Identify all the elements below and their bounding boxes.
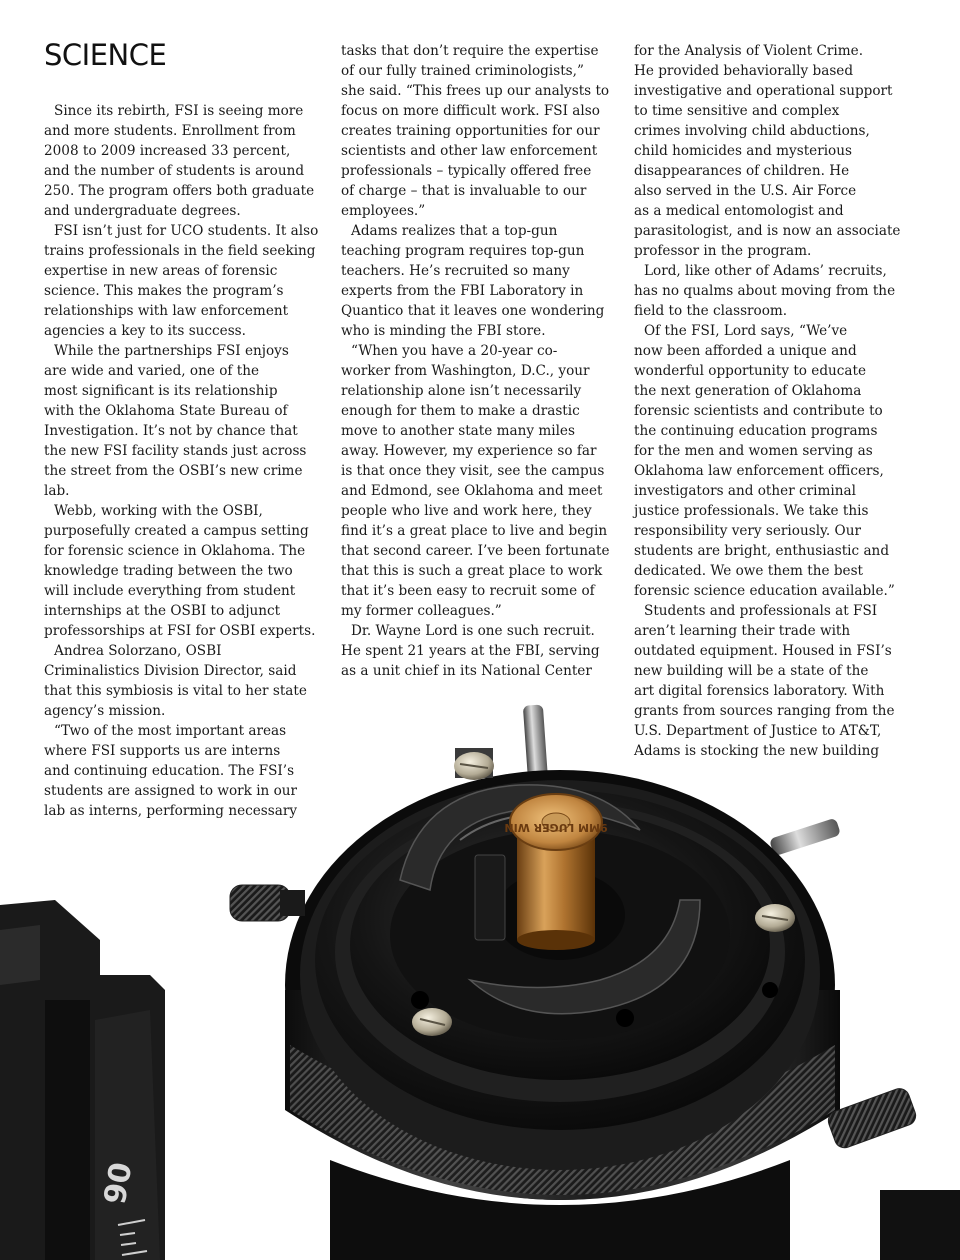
text-line: teaching program requires top-gun bbox=[341, 243, 585, 259]
text-line: for forensic science in Oklahoma. The bbox=[44, 543, 306, 559]
text-line: While the partnerships FSI enjoys bbox=[54, 343, 289, 359]
text-line: students are assigned to work in our bbox=[44, 783, 298, 799]
text-line: creates training opportunities for our bbox=[341, 123, 600, 139]
text-line: most significant is its relationship bbox=[44, 383, 278, 399]
text-line: 2008 to 2009 increased 33 percent, bbox=[44, 143, 291, 159]
cartridge-headstamp: 9MM LUGER WIN bbox=[504, 821, 608, 834]
text-line: Quantico that it leaves one wondering bbox=[341, 303, 605, 319]
article-paragraph bbox=[634, 321, 899, 601]
text-line: field to the classroom. bbox=[634, 303, 788, 319]
text-line: Of the FSI, Lord says, “We’ve bbox=[644, 323, 848, 339]
clamp-screw-bottom bbox=[412, 1008, 452, 1036]
text-line: tasks that don’t require the expertise bbox=[341, 43, 599, 59]
clamp-screw-right bbox=[755, 904, 795, 932]
text-line: students are bright, enthusiastic and bbox=[634, 543, 890, 559]
text-line: science. This makes the program’s bbox=[44, 283, 284, 299]
text-line: Since its rebirth, FSI is seeing more bbox=[54, 103, 304, 119]
text-line: investigative and operational support bbox=[634, 83, 893, 99]
text-line: are wide and varied, one of the bbox=[44, 363, 260, 379]
text-line: responsibility very seriously. Our bbox=[634, 523, 861, 539]
text-line: find it’s a great place to live and begin bbox=[341, 523, 608, 539]
article-column-3 bbox=[634, 41, 899, 761]
article-paragraph bbox=[44, 101, 314, 221]
text-line: with the Oklahoma State Bureau of bbox=[44, 403, 288, 419]
text-line: as a unit chief in its National Center bbox=[341, 663, 592, 679]
text-line: Adams realizes that a top-gun bbox=[351, 223, 558, 239]
text-line: where FSI supports us are interns bbox=[44, 743, 281, 759]
text-line: relationship alone isn’t necessarily bbox=[341, 383, 582, 399]
text-line: Students and professionals at FSI bbox=[644, 603, 878, 619]
text-line: Oklahoma law enforcement officers, bbox=[634, 463, 884, 479]
text-line: investigators and other criminal bbox=[634, 483, 856, 499]
text-line: people who live and work here, they bbox=[341, 503, 592, 519]
text-line: to time sensitive and complex bbox=[634, 103, 840, 119]
article-paragraph bbox=[44, 641, 314, 721]
text-line: grants from sources ranging from the bbox=[634, 703, 895, 719]
text-line: the next generation of Oklahoma bbox=[634, 383, 862, 399]
text-line: teachers. He’s recruited so many bbox=[341, 263, 570, 279]
article-paragraph bbox=[44, 721, 314, 821]
section-title: SCIENCE bbox=[44, 38, 167, 72]
text-line: wonderful opportunity to educate bbox=[634, 363, 867, 379]
text-line: “When you have a 20-year co- bbox=[351, 343, 558, 359]
article-paragraph bbox=[341, 221, 606, 341]
article-paragraph bbox=[341, 621, 606, 681]
text-line: move to another state many miles bbox=[341, 423, 575, 439]
text-line: parasitologist, and is now an associate bbox=[634, 223, 901, 239]
text-line: focus on more difficult work. FSI also bbox=[341, 103, 600, 119]
text-line: “Two of the most important areas bbox=[54, 723, 287, 739]
article-paragraph bbox=[44, 221, 319, 341]
text-line: He spent 21 years at the FBI, serving bbox=[341, 643, 600, 659]
text-line: that second career. I’ve been fortunate bbox=[341, 543, 610, 559]
text-line: crimes involving child abductions, bbox=[634, 123, 870, 139]
text-line: she said. “This frees up our analysts to bbox=[341, 83, 610, 99]
text-line: Criminalistics Division Director, said bbox=[44, 663, 297, 679]
text-line: professor in the program. bbox=[634, 243, 812, 259]
text-line: professionals – typically offered free bbox=[341, 163, 592, 179]
text-line: professorships at FSI for OSBI experts. bbox=[44, 623, 316, 639]
text-line: aren’t learning their trade with bbox=[634, 623, 851, 639]
text-line: purposefully created a campus setting bbox=[44, 523, 309, 539]
text-line: the new FSI facility stands just across bbox=[44, 443, 307, 459]
text-line: away. However, my experience so far bbox=[341, 443, 597, 459]
text-line: and continuing education. The FSI’s bbox=[44, 763, 295, 779]
article-paragraph bbox=[341, 341, 610, 621]
text-line: justice professionals. We take this bbox=[634, 503, 869, 519]
text-line: outdated equipment. Housed in FSI’s bbox=[634, 643, 892, 659]
text-line: lab. bbox=[44, 483, 70, 499]
text-line: experts from the FBI Laboratory in bbox=[341, 283, 584, 299]
text-line: new building will be a state of the bbox=[634, 663, 869, 679]
text-line: forensic science education available.” bbox=[634, 583, 895, 599]
adjustment-knob-left bbox=[230, 885, 305, 921]
text-line: for the men and women serving as bbox=[634, 443, 873, 459]
article-paragraph bbox=[634, 261, 899, 321]
text-line: forensic scientists and contribute to bbox=[634, 403, 883, 419]
article-column-2 bbox=[341, 41, 610, 681]
text-line: of charge – that is invaluable to our bbox=[341, 183, 587, 199]
text-line: Webb, working with the OSBI, bbox=[54, 503, 263, 519]
text-line: is that once they visit, see the campus bbox=[341, 463, 605, 479]
text-line: as a medical entomologist and bbox=[634, 203, 844, 219]
text-line: Lord, like other of Adams’ recruits, bbox=[644, 263, 887, 279]
text-line: and Edmond, see Oklahoma and meet bbox=[341, 483, 603, 499]
text-line: child homicides and mysterious bbox=[634, 143, 852, 159]
text-line: agencies a key to its success. bbox=[44, 323, 246, 339]
clamp-screw-top bbox=[454, 748, 494, 780]
text-line: has no qualms about moving from the bbox=[634, 283, 896, 299]
text-line: Dr. Wayne Lord is one such recruit. bbox=[351, 623, 595, 639]
text-line: 250. The program offers both graduate bbox=[44, 183, 315, 199]
text-line: FSI isn’t just for UCO students. It also bbox=[54, 223, 319, 239]
text-line: disappearances of children. He bbox=[634, 163, 850, 179]
article-paragraph bbox=[341, 41, 610, 221]
text-line: worker from Washington, D.C., your bbox=[341, 363, 590, 379]
article-paragraph bbox=[44, 341, 314, 501]
text-line: relationships with law enforcement bbox=[44, 303, 289, 319]
text-line: that it’s been easy to recruit some of bbox=[341, 583, 595, 599]
text-line: that this is such a great place to work bbox=[341, 563, 603, 579]
text-line: and undergraduate degrees. bbox=[44, 203, 241, 219]
text-line: internships at the OSBI to adjunct bbox=[44, 603, 281, 619]
article-paragraph bbox=[634, 41, 899, 261]
text-line: will include everything from student bbox=[44, 583, 296, 599]
text-line: enough for them to make a drastic bbox=[341, 403, 580, 419]
article-paragraph bbox=[634, 601, 899, 761]
text-line: now been afforded a unique and bbox=[634, 343, 857, 359]
text-line: the street from the OSBI’s new crime bbox=[44, 463, 303, 479]
text-line: Investigation. It’s not by chance that bbox=[44, 423, 298, 439]
text-line: Adams is stocking the new building bbox=[634, 743, 880, 759]
text-line: U.S. Department of Justice to AT&T, bbox=[634, 723, 882, 739]
text-line: and more students. Enrollment from bbox=[44, 123, 296, 139]
text-line: my former colleagues.” bbox=[341, 603, 502, 619]
text-line: He provided behaviorally based bbox=[634, 63, 854, 79]
text-line: dedicated. We owe them the best bbox=[634, 563, 864, 579]
article-column-1 bbox=[44, 101, 319, 821]
text-line: expertise in new areas of forensic bbox=[44, 263, 278, 279]
article-paragraph bbox=[44, 501, 314, 641]
text-line: trains professionals in the field seeking bbox=[44, 243, 316, 259]
text-line: lab as interns, performing necessary bbox=[44, 803, 298, 819]
text-line: Andrea Solorzano, OSBI bbox=[54, 643, 222, 659]
text-line: art digital forensics laboratory. With bbox=[634, 683, 885, 699]
text-line: employees.” bbox=[341, 203, 426, 219]
text-line: the continuing education programs bbox=[634, 423, 878, 439]
scale-number: 90 bbox=[97, 1159, 140, 1207]
text-line: and the number of students is around bbox=[44, 163, 305, 179]
text-line: that this symbiosis is vital to her state bbox=[44, 683, 307, 699]
text-line: for the Analysis of Violent Crime. bbox=[634, 43, 864, 59]
text-line: also served in the U.S. Air Force bbox=[634, 183, 857, 199]
text-line: of our fully trained criminologists,” bbox=[341, 63, 584, 79]
text-line: knowledge trading between the two bbox=[44, 563, 293, 579]
text-line: who is minding the FBI store. bbox=[341, 323, 546, 339]
goniometer-scale bbox=[0, 900, 165, 1260]
text-line: scientists and other law enforcement bbox=[341, 143, 598, 159]
text-line: agency’s mission. bbox=[44, 703, 166, 719]
